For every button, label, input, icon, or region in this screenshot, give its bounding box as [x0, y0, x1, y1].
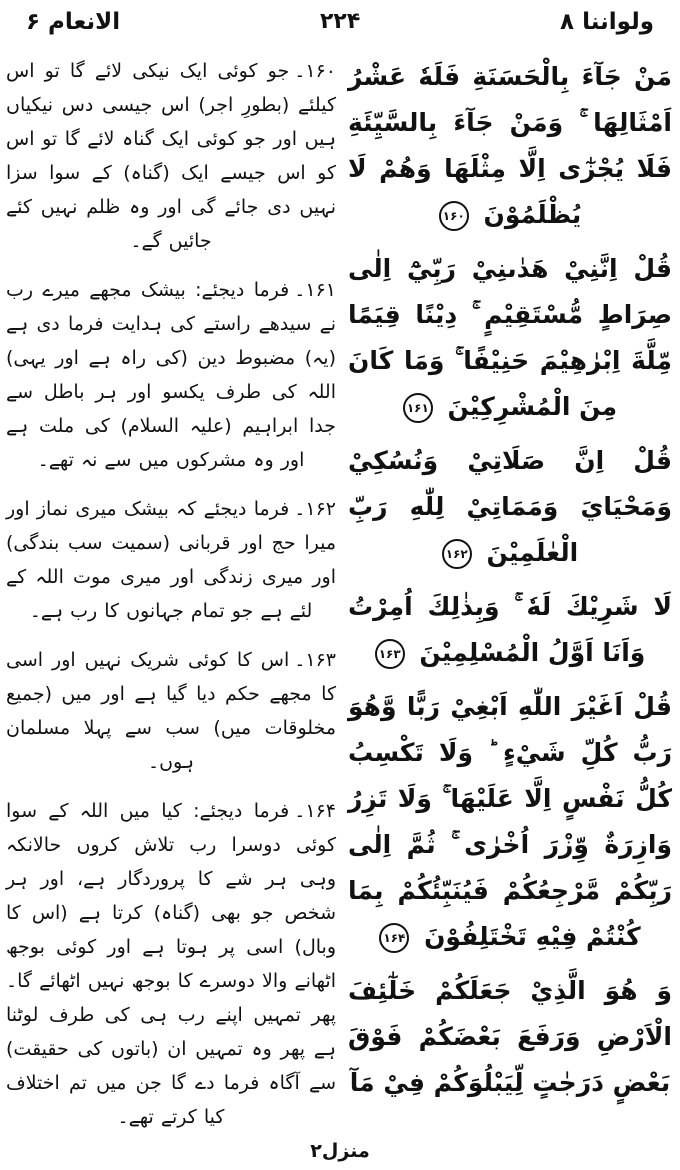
ayah-text [348, 584, 672, 676]
translation-paragraph [6, 54, 336, 258]
page-body [0, 38, 680, 1128]
ayah-end-marker: ۱۶۳ [375, 639, 405, 669]
urdu-translation-column [6, 54, 336, 1128]
ayah-end-marker: ۱۶۰ [439, 201, 469, 231]
manzil-label: منزل۲ [310, 1140, 370, 1162]
ayah-text [348, 246, 672, 430]
ayah-words: قُلْ اَغَيْرَ اللّٰهِ اَبْغِيْ رَبًّا وَّهُوَ رَبُّ كُلِّ شَيْءٍ ؕ وَلَا تَكْسِبُ كُلُّ نَفْسٍ اِلَّا عَلَيْهَا ۚ وَلَا تَزِرُ وَازِرَةٌ وِّزْرَ اُخْرٰى ۚ ثُمَّ اِلٰى رَبِّكُمْ مَّرْجِعُكُمْ فَيُنَبِّئُكُمْ بِمَا كُنْتُمْ فِيْهِ تَخْتَلِفُوْنَ [348, 691, 672, 951]
ayah-words: وَ هُوَ الَّذِيْ جَعَلَكُمْ خَلٰٓئِفَ الْاَرْضِ وَرَفَعَ بَعْضَكُمْ فَوْقَ بَعْضٍ دَرَجٰتٍ لِّيَبْلُوَكُمْ فِيْ مَآ [348, 975, 672, 1097]
ayah-words: لَا شَرِيْكَ لَهٗ ۚ وَبِذٰلِكَ اُمِرْتُ وَاَنَا اَوَّلُ الْمُسْلِمِيْنَ [348, 591, 672, 667]
ayah-end-marker: ۱۶۱ [403, 393, 433, 423]
translation-paragraph [6, 492, 336, 628]
ayah-end-marker: ۱۶۲ [442, 539, 472, 569]
ayah-text [348, 438, 672, 576]
page-number: ۲۲۴ [319, 9, 361, 34]
translation-text: فرما دیجئے: کیا میں اللہ کے سوا کوئی دوسرا رب تلاش کروں حالانکہ وہی ہر شے کا پروردگار ہے، اور ہر شخص جو بھی (گناہ) کرتا ہے (اس کا وبال) اسی پر ہوتا ہے اور کوئی بوجھ اٹھانے والا دوسرے کا بوجھ نہیں اٹھائے گا۔ پھر تمہیں اپنے رب ہی کی طرف لوٹنا ہے پھر وہ تمہیں ان (باتوں کی حقیقت) سے آگاہ فرما دے گا جن میں تم اختلاف کیا کرتے تھے۔ [6, 799, 336, 1128]
translation-text: جو کوئی ایک نیکی لائے گا تو اس کیلئے (بطورِ اجر) اس جیسی دس نیکیاں ہیں اور جو کوئی ایک گناہ لائے گا تو اس کو اس جیسے ایک (گناہ) کے سوا سزا نہیں دی جائے گی اور وہ ظلم نہیں کئے جائیں گے۔ [6, 59, 336, 252]
surah-name-header: الانعام ۶ [26, 9, 121, 35]
ayah-words: مَنْ جَآءَ بِالْحَسَنَةِ فَلَهٗ عَشْرُ اَمْثَالِهَا ۚ وَمَنْ جَآءَ بِالسَّيِّئَةِ فَلَا يُجْزٰٓى اِلَّا مِثْلَهَا وَهُمْ لَا يُظْلَمُوْنَ [348, 61, 672, 229]
ayah-words: قُلْ اِنَّنِيْ هَدٰىنِيْ رَبِّيْٓ اِلٰى صِرَاطٍ مُّسْتَقِيْمٍ ۚ دِيْنًا قِيَمًا مِّلَّةَ اِبْرٰهِيْمَ حَنِيْفًا ۚ وَمَا كَانَ مِنَ الْمُشْرِكِيْنَ [348, 253, 672, 421]
translation-text: فرما دیجئے: بیشک مجھے میرے رب نے سیدھے راستے کی ہدایت فرما دی ہے (یہ) مضبوط دین (کی راہ ہے اور یہی) اللہ کی طرف یکسو اور ہر باطل سے جدا ابراہیم (علیہ السلام) کی ملت ہے اور وہ مشرکوں میں سے نہ تھے۔ [6, 278, 336, 471]
verse-number: ۱۶۱۔ [294, 278, 336, 301]
verse-number: ۱۶۰۔ [294, 59, 336, 82]
juz-name-header: ولواننا ۸ [560, 9, 654, 35]
translation-paragraph [6, 794, 336, 1128]
translation-paragraph [6, 643, 336, 779]
page-header [0, 0, 680, 38]
translation-paragraph [6, 273, 336, 477]
ayah-end-marker: ۱۶۴ [379, 923, 409, 953]
verse-number: ۱۶۳۔ [294, 648, 336, 671]
verse-number: ۱۶۴۔ [294, 799, 336, 822]
ayah-text [348, 968, 672, 1106]
verse-number: ۱۶۲۔ [294, 497, 336, 520]
arabic-text-column [348, 54, 672, 1128]
translation-text: اس کا کوئی شریک نہیں اور اسی کا مجھے حکم دیا گیا ہے اور میں (جمیع مخلوقات میں) سب سے پہلا مسلمان ہوں۔ [6, 648, 336, 773]
ayah-text [348, 54, 672, 238]
translation-text: فرما دیجئے کہ بیشک میری نماز اور میرا حج اور قربانی (سمیت سب بندگی) اور میری زندگی اور میری موت اللہ کے لئے ہے جو تمام جہانوں کا رب ہے۔ [6, 497, 336, 622]
ayah-text [348, 684, 672, 960]
ayah-words: قُلْ اِنَّ صَلَاتِيْ وَنُسُكِيْ وَمَحْيَايَ وَمَمَاتِيْ لِلّٰهِ رَبِّ الْعٰلَمِيْنَ [348, 445, 672, 567]
